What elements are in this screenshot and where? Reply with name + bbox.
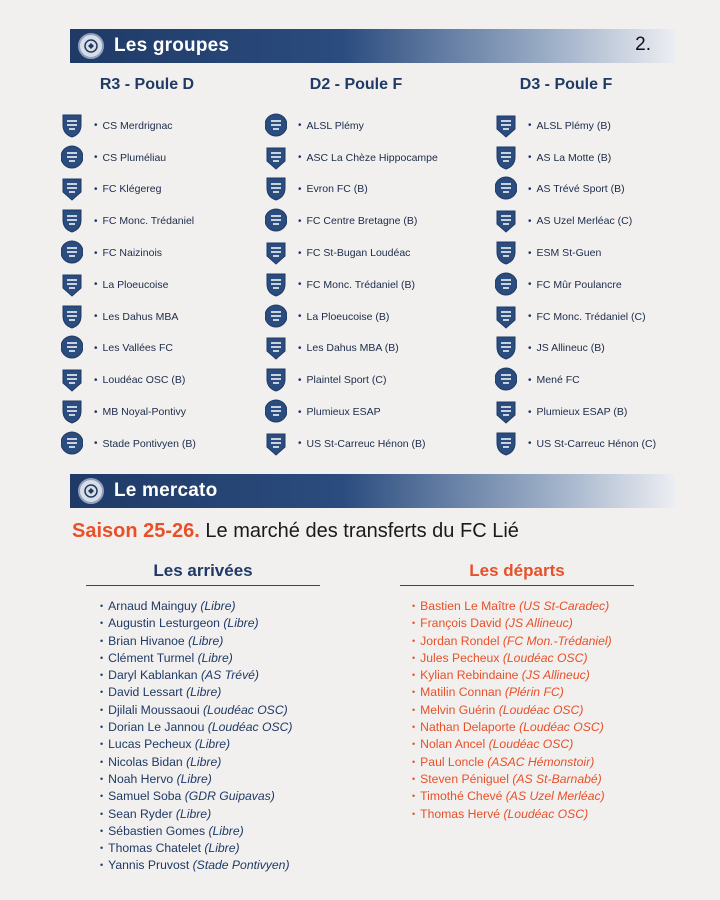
group-title-1: R3 - Poule D xyxy=(99,76,195,93)
bullet-icon: • xyxy=(100,791,104,802)
player-club: (JS Allineuc) xyxy=(504,616,573,631)
player-club: (US St-Caradec) xyxy=(519,599,610,613)
bullet-icon: • xyxy=(100,739,104,750)
bullet-icon: • xyxy=(298,152,302,164)
bullet-icon: • xyxy=(412,652,416,663)
team-name: AS Uzel Merléac (C) xyxy=(536,215,633,228)
bullet-icon: • xyxy=(412,670,416,681)
player-name: Jordan Rondel xyxy=(420,633,500,648)
club-crest-icon xyxy=(264,208,288,234)
departure-item xyxy=(412,736,612,753)
groups-banner xyxy=(70,29,675,63)
bullet-icon: • xyxy=(412,756,416,767)
player-name: Paul Loncle xyxy=(420,754,484,769)
club-crest-icon xyxy=(264,240,288,266)
season-label: Saison 25-26. xyxy=(72,520,200,542)
team-name: Les Dahus MBA xyxy=(102,310,179,323)
team-name: ALSL Plémy (B) xyxy=(536,119,611,132)
team-name: FC Monc. Trédaniel (C) xyxy=(536,310,646,323)
club-crest-icon xyxy=(494,240,518,266)
club-crest-icon xyxy=(60,145,84,171)
team-name: US St-Carreuc Hénon (B) xyxy=(306,437,426,450)
arrivals-divider xyxy=(86,585,320,586)
team-row xyxy=(494,110,656,142)
club-badge-icon xyxy=(78,33,104,59)
player-club: (Libre) xyxy=(208,823,244,838)
player-club: (Libre) xyxy=(188,633,224,648)
bullet-icon: • xyxy=(298,247,302,259)
club-crest-icon xyxy=(264,399,288,425)
bullet-icon: • xyxy=(298,183,302,195)
player-club: (Loudéac OSC) xyxy=(207,720,293,735)
player-club: (Stade Pontivyen) xyxy=(192,858,290,873)
bullet-icon: • xyxy=(94,279,98,291)
arrival-item xyxy=(100,684,292,701)
arrivals-title: Les arrivées xyxy=(153,561,253,580)
bullet-icon: • xyxy=(94,311,98,323)
bullet-icon: • xyxy=(412,635,416,646)
team-name: CS Merdrignac xyxy=(102,119,173,132)
bullet-icon: • xyxy=(412,722,416,733)
team-row xyxy=(264,174,438,206)
arrival-item xyxy=(100,857,292,874)
club-crest-icon xyxy=(60,240,84,266)
team-row xyxy=(494,269,656,301)
player-club: (GDR Guipavas) xyxy=(184,789,275,804)
player-name: Melvin Guérin xyxy=(420,702,496,717)
departure-item xyxy=(412,615,612,632)
team-row xyxy=(264,301,438,333)
player-club: (Libre) xyxy=(194,737,231,752)
club-badge-icon xyxy=(78,478,104,504)
team-name: AS La Motte (B) xyxy=(536,151,612,164)
group-column-2 xyxy=(264,110,438,460)
team-name: Evron FC (B) xyxy=(306,183,368,196)
arrivals-list xyxy=(100,598,292,875)
club-crest-icon xyxy=(60,176,84,202)
team-row xyxy=(60,237,196,269)
bullet-icon: • xyxy=(528,374,532,386)
bullet-icon: • xyxy=(100,704,104,715)
arrival-item xyxy=(100,823,292,840)
bullet-icon: • xyxy=(100,860,104,871)
team-row xyxy=(60,174,196,206)
team-row xyxy=(494,142,656,174)
player-name: Daryl Kablankan xyxy=(108,668,198,683)
departure-item xyxy=(412,702,612,719)
bullet-icon: • xyxy=(100,652,104,663)
bullet-icon: • xyxy=(528,215,532,227)
team-name: Stade Pontivyen (B) xyxy=(102,437,196,450)
bullet-icon: • xyxy=(528,406,532,418)
bullet-icon: • xyxy=(100,618,104,629)
departure-item xyxy=(412,633,612,650)
departure-item xyxy=(412,806,612,823)
player-name: Sean Ryder xyxy=(108,806,173,821)
bullet-icon: • xyxy=(94,438,98,450)
club-crest-icon xyxy=(494,367,518,393)
player-name: Clément Turmel xyxy=(108,650,195,665)
player-name: François David xyxy=(420,616,502,631)
player-club: (Libre) xyxy=(186,754,222,769)
team-name: FC St-Bugan Loudéac xyxy=(306,247,411,260)
group-title-3: D3 - Poule F xyxy=(519,76,613,93)
departure-item xyxy=(412,598,612,615)
player-club: (AS Trévé) xyxy=(200,668,259,683)
bullet-icon: • xyxy=(528,183,532,195)
team-row xyxy=(494,364,656,396)
departure-item xyxy=(412,754,612,771)
team-name: Plumieux ESAP xyxy=(306,406,381,419)
arrival-item xyxy=(100,788,292,805)
bullet-icon: • xyxy=(412,687,416,698)
bullet-icon: • xyxy=(528,152,532,164)
bullet-icon: • xyxy=(528,279,532,291)
team-row xyxy=(264,396,438,428)
departure-item xyxy=(412,719,612,736)
bullet-icon: • xyxy=(528,120,532,132)
club-crest-icon xyxy=(494,399,518,425)
team-name: FC Klégereg xyxy=(102,183,162,196)
player-club: (Libre) xyxy=(176,771,212,786)
player-name: Timothé Chevé xyxy=(420,789,503,804)
arrival-item xyxy=(100,719,292,736)
arrival-item xyxy=(100,633,292,650)
bullet-icon: • xyxy=(100,635,104,646)
player-name: Thomas Hervé xyxy=(420,806,501,821)
player-name: Arnaud Mainguy xyxy=(108,599,197,613)
team-name: FC Centre Bretagne (B) xyxy=(306,215,418,228)
page-number: 2. xyxy=(635,34,651,55)
player-name: Yannis Pruvost xyxy=(108,858,190,873)
team-name: Loudéac OSC (B) xyxy=(102,374,186,387)
groups-title: Les groupes xyxy=(114,35,230,56)
team-name: ASC La Chèze Hippocampe xyxy=(306,151,438,164)
player-name: Brian Hivanoe xyxy=(108,633,185,648)
arrival-item xyxy=(100,736,292,753)
player-name: Matilin Connan xyxy=(420,685,502,700)
bullet-icon: • xyxy=(298,120,302,132)
club-crest-icon xyxy=(60,304,84,330)
team-row xyxy=(60,428,196,460)
team-name: ESM St-Guen xyxy=(536,247,602,260)
team-name: Plumieux ESAP (B) xyxy=(536,406,628,419)
bullet-icon: • xyxy=(94,374,98,386)
team-row xyxy=(494,237,656,269)
bullet-icon: • xyxy=(94,342,98,354)
departure-item xyxy=(412,771,612,788)
departure-item xyxy=(412,650,612,667)
club-crest-icon xyxy=(494,208,518,234)
player-name: Nicolas Bidan xyxy=(108,754,183,769)
bullet-icon: • xyxy=(298,279,302,291)
player-club: (Libre) xyxy=(186,685,222,700)
player-name: Nathan Delaporte xyxy=(420,720,516,735)
player-name: Bastien Le Maître xyxy=(420,599,516,613)
departure-item xyxy=(412,788,612,805)
team-row xyxy=(60,364,196,396)
group-column-3 xyxy=(494,110,656,460)
bullet-icon: • xyxy=(412,704,416,715)
player-name: Augustin Lesturgeon xyxy=(108,616,220,631)
team-name: Les Dahus MBA (B) xyxy=(306,342,399,355)
bullet-icon: • xyxy=(94,183,98,195)
club-crest-icon xyxy=(494,431,518,457)
club-crest-icon xyxy=(60,399,84,425)
departures-title: Les départs xyxy=(469,561,565,580)
team-name: FC Naizinois xyxy=(102,247,163,260)
mercato-banner xyxy=(70,474,675,508)
club-crest-icon xyxy=(264,176,288,202)
arrival-item xyxy=(100,771,292,788)
bullet-icon: • xyxy=(412,601,416,611)
bullet-icon: • xyxy=(298,215,302,227)
player-name: Jules Pecheux xyxy=(420,650,500,665)
team-name: AS Trévé Sport (B) xyxy=(536,183,625,196)
player-club: (Libre) xyxy=(197,650,233,665)
club-crest-icon xyxy=(264,145,288,171)
club-crest-icon xyxy=(60,367,84,393)
team-row xyxy=(494,301,656,333)
bullet-icon: • xyxy=(528,342,532,354)
departure-item xyxy=(412,684,612,701)
team-name: FC Monc. Trédaniel xyxy=(102,215,195,228)
club-crest-icon xyxy=(494,272,518,298)
team-row xyxy=(60,301,196,333)
bullet-icon: • xyxy=(94,406,98,418)
club-crest-icon xyxy=(264,335,288,361)
bullet-icon: • xyxy=(94,152,98,164)
club-crest-icon xyxy=(494,176,518,202)
bullet-icon: • xyxy=(298,438,302,450)
club-crest-icon xyxy=(264,304,288,330)
player-club: (AS St-Barnabé) xyxy=(512,771,602,786)
team-row xyxy=(60,110,196,142)
team-name: CS Pluméliau xyxy=(102,151,167,164)
bullet-icon: • xyxy=(94,120,98,132)
bullet-icon: • xyxy=(100,843,104,854)
bullet-icon: • xyxy=(298,342,302,354)
group-title-2: D2 - Poule F xyxy=(309,76,403,93)
arrival-item xyxy=(100,806,292,823)
headline-text: Le marché des transferts du FC Lié xyxy=(205,520,519,542)
bullet-icon: • xyxy=(100,808,104,819)
club-crest-icon xyxy=(264,367,288,393)
club-crest-icon xyxy=(494,145,518,171)
team-name: US St-Carreuc Hénon (C) xyxy=(536,437,657,450)
bullet-icon: • xyxy=(298,374,302,386)
player-club: (Loudéac OSC) xyxy=(203,702,288,717)
club-crest-icon xyxy=(494,304,518,330)
player-club: (Loudéac OSC) xyxy=(498,702,584,717)
team-name: Plaintel Sport (C) xyxy=(306,374,387,387)
club-crest-icon xyxy=(60,208,84,234)
team-name: FC Mûr Poulancre xyxy=(536,278,622,291)
club-crest-icon xyxy=(60,272,84,298)
bullet-icon: • xyxy=(100,773,104,784)
player-club: (Loudéac OSC) xyxy=(502,650,588,665)
player-club: (Libre) xyxy=(175,806,212,821)
departures-list xyxy=(412,598,612,823)
group-column-1 xyxy=(60,110,196,460)
team-name: La Ploeucoise xyxy=(102,278,169,291)
team-name: FC Monc. Trédaniel (B) xyxy=(306,278,416,291)
bullet-icon: • xyxy=(528,247,532,259)
club-crest-icon xyxy=(60,431,84,457)
arrival-item xyxy=(100,754,292,771)
player-name: David Lessart xyxy=(108,685,183,700)
bullet-icon: • xyxy=(94,215,98,227)
team-name: La Ploeucoise (B) xyxy=(306,310,390,323)
team-row xyxy=(264,269,438,301)
team-name: Mené FC xyxy=(536,374,580,387)
bullet-icon: • xyxy=(528,438,532,450)
player-club: (AS Uzel Merléac) xyxy=(505,789,605,804)
team-row xyxy=(494,333,656,365)
bullet-icon: • xyxy=(412,791,416,802)
team-row xyxy=(494,205,656,237)
team-row xyxy=(60,333,196,365)
bullet-icon: • xyxy=(100,756,104,767)
player-name: Sébastien Gomes xyxy=(108,823,206,838)
arrival-item xyxy=(100,598,292,615)
player-club: (Libre) xyxy=(204,841,240,856)
player-club: (Loudéac OSC) xyxy=(488,737,574,752)
player-club: (FC Mon.-Trédaniel) xyxy=(502,633,612,648)
team-row xyxy=(60,269,196,301)
team-row xyxy=(60,205,196,237)
bullet-icon: • xyxy=(298,406,302,418)
bullet-icon: • xyxy=(298,311,302,323)
bullet-icon: • xyxy=(412,773,416,784)
player-name: Samuel Soba xyxy=(108,789,182,804)
player-club: (JS Allineuc) xyxy=(521,668,590,683)
club-crest-icon xyxy=(264,272,288,298)
player-name: Thomas Chatelet xyxy=(108,841,201,856)
bullet-icon: • xyxy=(100,722,104,733)
team-row xyxy=(264,333,438,365)
bullet-icon: • xyxy=(100,825,104,836)
player-club: (ASAC Hémonstoir) xyxy=(487,754,595,769)
departure-item xyxy=(412,667,612,684)
bullet-icon: • xyxy=(528,311,532,323)
team-row xyxy=(494,174,656,206)
arrival-item xyxy=(100,702,292,719)
mercato-title: Le mercato xyxy=(114,480,218,501)
arrival-item xyxy=(100,667,292,684)
mercato-headline xyxy=(72,520,519,543)
team-row xyxy=(60,396,196,428)
player-name: Steven Péniguel xyxy=(420,771,509,786)
club-crest-icon xyxy=(60,113,84,139)
bullet-icon: • xyxy=(412,808,416,819)
player-name: Dorian Le Jannou xyxy=(108,720,205,735)
team-row xyxy=(494,428,656,460)
player-club: (Loudéac OSC) xyxy=(503,806,589,821)
team-name: MB Noyal-Pontivy xyxy=(102,406,186,419)
bullet-icon: • xyxy=(412,618,416,629)
arrival-item xyxy=(100,615,292,632)
club-crest-icon xyxy=(494,113,518,139)
team-row xyxy=(264,428,438,460)
player-name: Nolan Ancel xyxy=(420,737,486,752)
player-club: (Loudéac OSC) xyxy=(519,720,604,735)
team-row xyxy=(264,110,438,142)
bullet-icon: • xyxy=(100,601,104,611)
player-club: (Libre) xyxy=(200,599,236,613)
team-row xyxy=(264,237,438,269)
club-crest-icon xyxy=(60,335,84,361)
team-name: ALSL Plémy xyxy=(306,119,364,132)
player-name: Kylian Rebindaine xyxy=(420,668,519,683)
arrival-item xyxy=(100,840,292,857)
bullet-icon: • xyxy=(100,687,104,698)
club-crest-icon xyxy=(264,113,288,139)
departures-divider xyxy=(400,585,634,586)
player-name: Lucas Pecheux xyxy=(108,737,192,752)
team-name: JS Allineuc (B) xyxy=(536,342,605,355)
team-row xyxy=(264,142,438,174)
team-name: Les Vallées FC xyxy=(102,342,173,355)
club-crest-icon xyxy=(264,431,288,457)
bullet-icon: • xyxy=(412,739,416,750)
team-row xyxy=(264,205,438,237)
bullet-icon: • xyxy=(100,670,104,681)
team-row xyxy=(60,142,196,174)
club-crest-icon xyxy=(494,335,518,361)
player-name: Djilali Moussaoui xyxy=(108,702,200,717)
player-club: (Libre) xyxy=(223,616,259,631)
team-row xyxy=(264,364,438,396)
player-club: (Plérin FC) xyxy=(504,685,564,700)
arrival-item xyxy=(100,650,292,667)
team-row xyxy=(494,396,656,428)
player-name: Noah Hervo xyxy=(108,771,174,786)
bullet-icon: • xyxy=(94,247,98,259)
